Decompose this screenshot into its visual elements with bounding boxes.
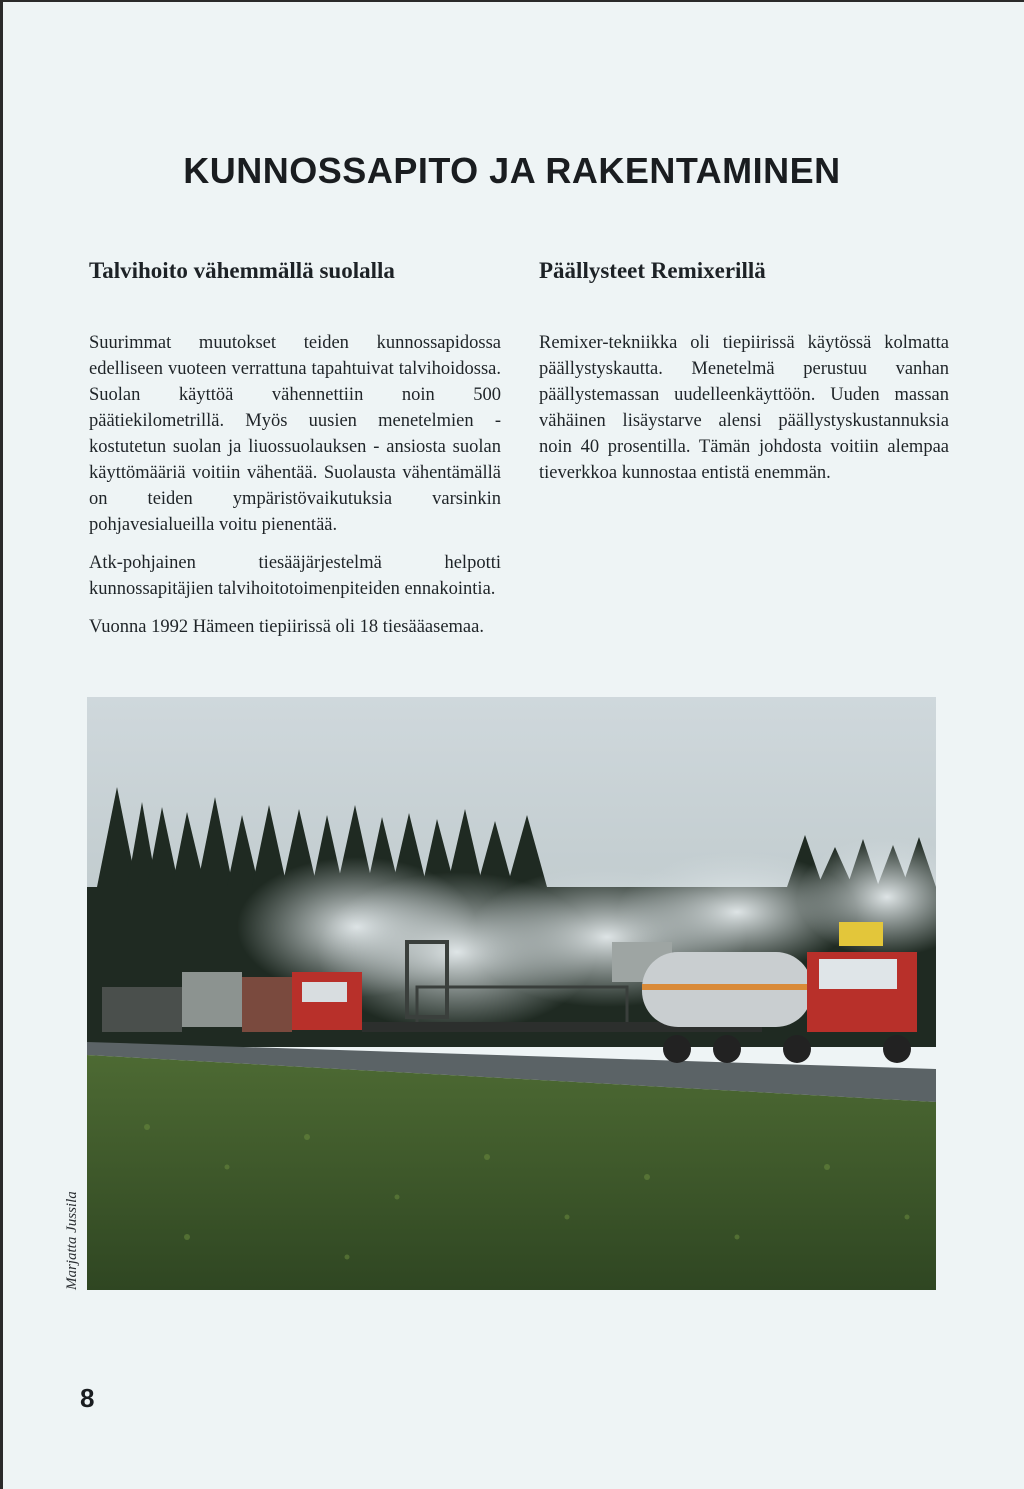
page-number: 8 [80,1383,95,1413]
left-paragraph-3: Vuonna 1992 Hämeen tiepiirissä oli 18 tiesääasemaa. [89,617,484,637]
page-title: KUNNOSSAPITO JA RAKENTAMINEN [183,150,841,191]
right-paragraph-1: Remixer-tekniikka oli tiepiirissä käytössä kolmatta päällystyskautta. Menetelmä perustuu vanhan päällystemassan uudelleenkäyttöön. Uuden massan vähäinen lisäystarve alensi päällystyskustannuksia noin 40 prosentilla. Tämän johdosta voitiin alempaa tieverkkoa kunnostaa entistä enemmän. [539,333,949,483]
road-remixer-photo [87,697,936,1290]
left-column-heading: Talvihoito vähemmällä suolalla [89,258,395,283]
right-column [539,258,949,498]
left-paragraph-1: Suurimmat muutokset teiden kunnossapidossa edelliseen vuoteen verrattuna tapahtuivat talvihoidossa. Suolan käyttöä vähennettiin noin 500 päätiekilometrillä. Myös uusien menetelmien - kostutetun suolan ja liuossuolauksen - ansiosta suolan käyttömääriä voitiin vähentää. Suolausta vähentämällä on teiden ympäristövaikutuksia varsinkin pohjavesialueilla voitu pienentää. [89,333,501,535]
photo-credit: Marjatta Jussila [64,1191,80,1290]
left-paragraph-2: Atk-pohjainen tiesääjärjestelmä helpotti kunnossapitäjien talvihoitotoimenpiteiden ennakointia. [89,553,501,599]
right-column-heading: Päällysteet Remixerillä [539,258,766,283]
left-column [89,258,501,652]
